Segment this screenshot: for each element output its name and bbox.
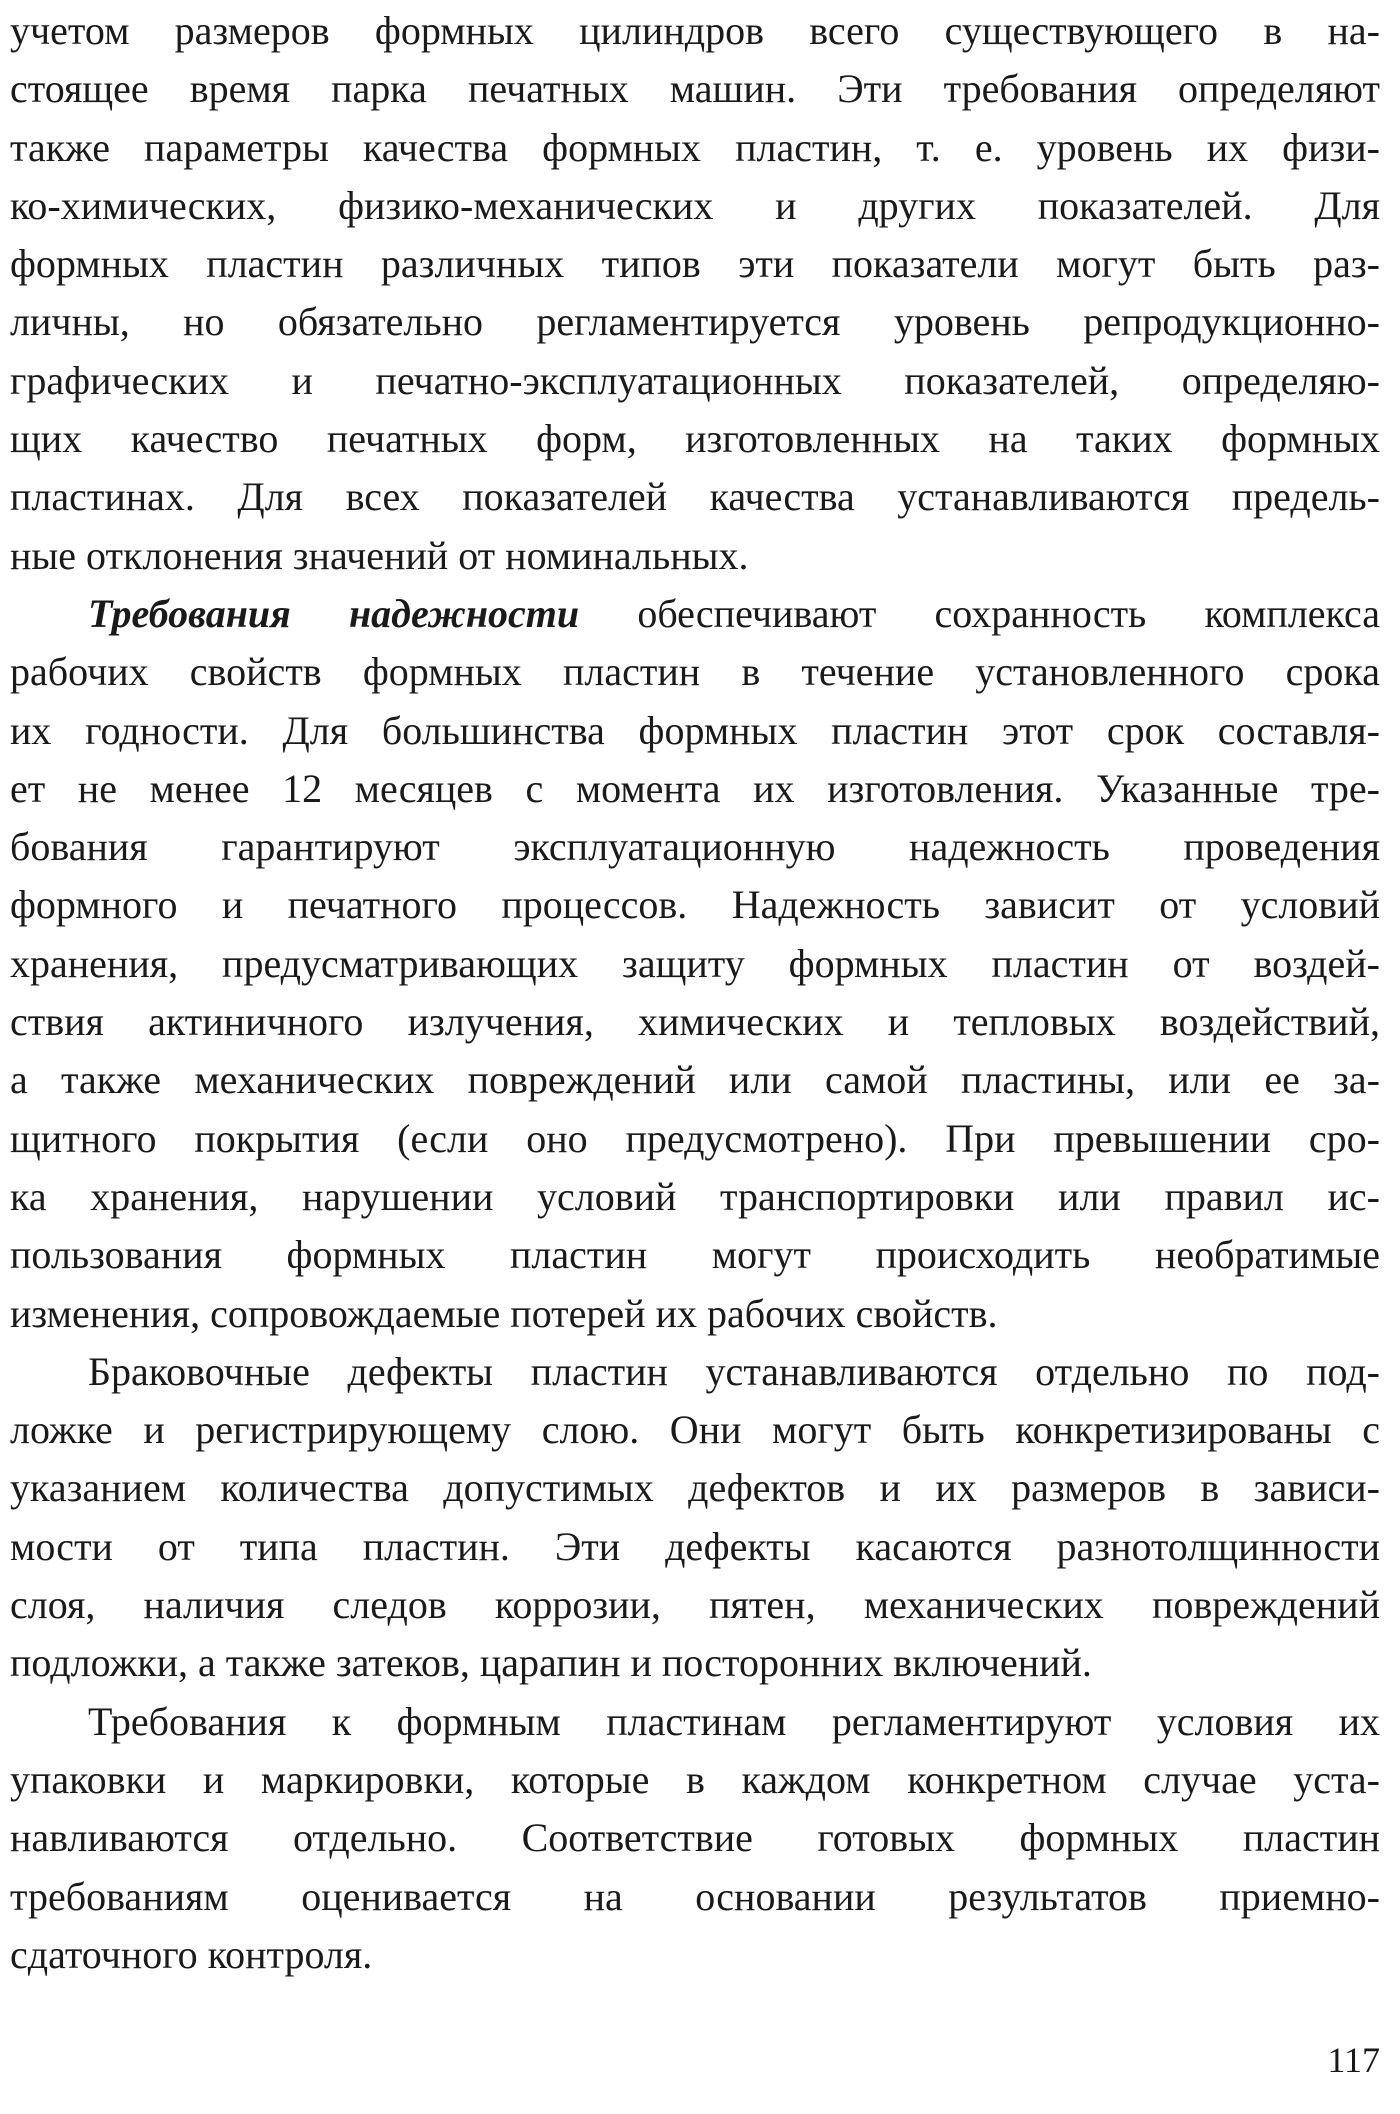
text-line: формных пластин различных типов эти показатели могут быть раз-: [10, 241, 1380, 287]
text-line: ко-химических, физико-механических и других показателей. Для: [10, 182, 1380, 228]
text-line: слоя, наличия следов коррозии, пятен, механических повреждений: [10, 1582, 1380, 1628]
text-line: рабочих свойств формных пластин в течение установленного срока: [10, 649, 1380, 695]
text-line: Браковочные дефекты пластин устанавливаются отдельно по под-: [88, 1348, 1380, 1394]
text-line: сдаточного контроля.: [10, 1931, 373, 1977]
text-line: ложке и регистрирующему слою. Они могут быть конкретизированы с: [10, 1407, 1380, 1453]
paragraph-packaging: [10, 1693, 1380, 1984]
paragraph-continuation: [10, 2, 1380, 585]
emphasized-term: Требования надежности: [88, 590, 580, 636]
text-line: ные отклонения значений от номинальных.: [10, 532, 749, 578]
text-line: упаковки и маркировки, которые в каждом конкретном случае уста-: [10, 1756, 1380, 1802]
paragraph-defects: [10, 1343, 1380, 1693]
text-line: пластинах. Для всех показателей качества устанавливаются предель-: [10, 474, 1380, 520]
text-line: графических и печатно-эксплуатационных показателей, определяю-: [10, 357, 1380, 403]
text-line: ствия актиничного излучения, химических и тепловых воздействий,: [10, 999, 1380, 1045]
text-line: также параметры качества формных пластин, т. е. уровень их физи-: [10, 124, 1380, 170]
text-line: учетом размеров формных цилиндров всего существующего в на-: [10, 8, 1380, 53]
text-line: формного и печатного процессов. Надежность зависит от условий: [10, 882, 1380, 928]
text-line: стоящее время парка печатных машин. Эти требования определяют: [10, 66, 1380, 112]
text-line: их годности. Для большинства формных пластин этот срок составля-: [10, 707, 1380, 753]
text-line: щих качество печатных форм, изготовленных на таких формных: [10, 416, 1380, 462]
text-line: ет не менее 12 месяцев с момента их изготовления. Указанные тре-: [10, 765, 1380, 811]
text-line: навливаются отдельно. Соответствие готовых формных пластин: [10, 1815, 1380, 1861]
paragraph-reliability: [10, 585, 1380, 1343]
text-line: а также механических повреждений или самой пластины, или ее за-: [10, 1057, 1380, 1103]
text-line: пользования формных пластин могут происходить необратимые: [10, 1232, 1380, 1278]
text-line: изменения, сопровождаемые потерей их рабочих свойств.: [10, 1290, 998, 1336]
text-line: хранения, предусматривающих защиту формных пластин от воздей-: [10, 940, 1380, 986]
document-page: [10, 0, 1380, 2114]
text-line: указанием количества допустимых дефектов и их размеров в зависи-: [10, 1465, 1380, 1511]
text-line: щитного покрытия (если оно предусмотрено). При превышении сро-: [10, 1115, 1380, 1161]
text-fragment: обеспечивают сохранность комплекса: [579, 590, 1380, 636]
body-text: [10, 2, 1380, 1984]
text-line: [10, 585, 1380, 643]
text-line: мости от типа пластин. Эти дефекты касаются разнотолщинности: [10, 1523, 1380, 1569]
text-line: требованиям оценивается на основании результатов приемно-: [10, 1873, 1380, 1919]
text-line: Требования к формным пластинам регламентируют условия их: [88, 1698, 1380, 1744]
text-line: подложки, а также затеков, царапин и посторонних включений.: [10, 1640, 1092, 1686]
text-line: ка хранения, нарушении условий транспортировки или правил ис-: [10, 1173, 1380, 1219]
text-line: личны, но обязательно регламентируется уровень репродукционно-: [10, 299, 1380, 345]
text-line: бования гарантируют эксплуатационную надежность проведения: [10, 824, 1380, 870]
page-number: 117: [1327, 2040, 1380, 2080]
